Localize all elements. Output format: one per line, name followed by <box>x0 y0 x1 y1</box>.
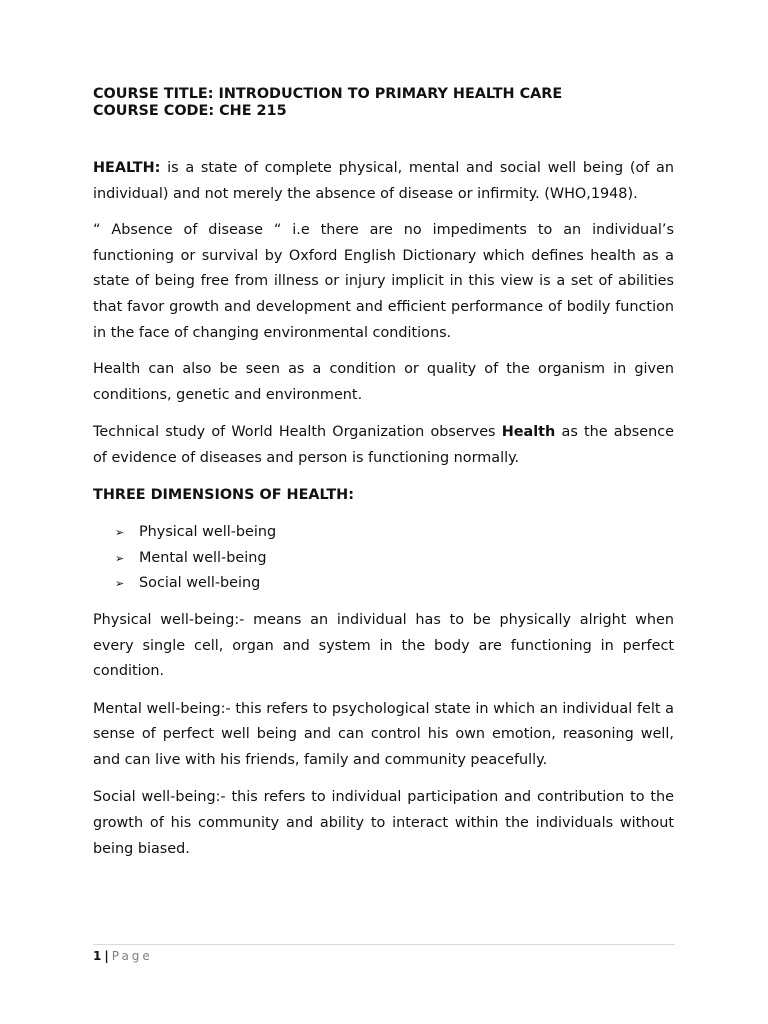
page-number: 1 <box>93 949 102 963</box>
dimensions-heading: THREE DIMENSIONS OF HEALTH: <box>93 486 354 503</box>
health-emphasis: Health <box>501 424 556 441</box>
list-item <box>115 546 674 572</box>
who-technical-study-paragraph <box>93 420 674 471</box>
health-definition-text: is a state of complete physical, mental and social well being (of an individual) and not merely the absence of disease or infirmity. (WHO,1948). <box>93 160 674 202</box>
course-code: COURSE CODE: CHE 215 <box>93 103 287 119</box>
course-title: COURSE TITLE: INTRODUCTION TO PRIMARY HEALTH CARE <box>93 86 563 102</box>
health-term: HEALTH: <box>93 160 161 176</box>
arrow-bullet-icon: ➢ <box>115 526 125 540</box>
page-footer <box>93 948 153 964</box>
list-item-label: Social well-being <box>139 575 261 592</box>
footer-divider <box>93 944 675 945</box>
social-wellbeing-paragraph: Social well-being:- this refers to individual participation and contribution to the growth of his community and ability to interact within the individuals without being biased. <box>93 789 674 857</box>
document-body <box>93 86 674 862</box>
condition-quality-paragraph: Health can also be seen as a condition or quality of the organism in given conditions, genetic and environment. <box>93 361 674 403</box>
list-item <box>115 571 674 597</box>
absence-of-disease-paragraph: “ Absence of disease “ i.e there are no impediments to an individual’s functioning or survival by Oxford English Dictionary which defines health as a state of being free from illness or injury implicit in this view is a set of abilities that favor growth and development and efficient performance of bodily function in the face of changing environmental conditions. <box>93 222 674 341</box>
who-text-after: as the absence of evidence of diseases and person is functioning normally. <box>93 424 674 466</box>
list-item-label: Physical well-being <box>139 524 277 541</box>
dimensions-list <box>93 520 674 597</box>
health-definition-paragraph <box>93 156 674 207</box>
mental-wellbeing-paragraph: Mental well-being:- this refers to psychological state in which an individual felt a sense of perfect well being and can control his own emotion, reasoning well, and can live with his friends, family and community peacefully. <box>93 700 674 768</box>
arrow-bullet-icon: ➢ <box>115 577 125 591</box>
list-item-label: Mental well-being <box>139 549 267 566</box>
page-label: Page <box>111 949 153 963</box>
course-header <box>93 86 674 120</box>
footer-separator: | <box>104 949 109 963</box>
list-item <box>115 520 674 546</box>
arrow-bullet-icon: ➢ <box>115 551 125 565</box>
physical-wellbeing-paragraph: Physical well-being:- means an individual has to be physically alright when every single cell, organ and system in the body are functioning in perfect condition. <box>93 611 674 680</box>
who-text-before: Technical study of World Health Organization observes <box>93 424 502 441</box>
